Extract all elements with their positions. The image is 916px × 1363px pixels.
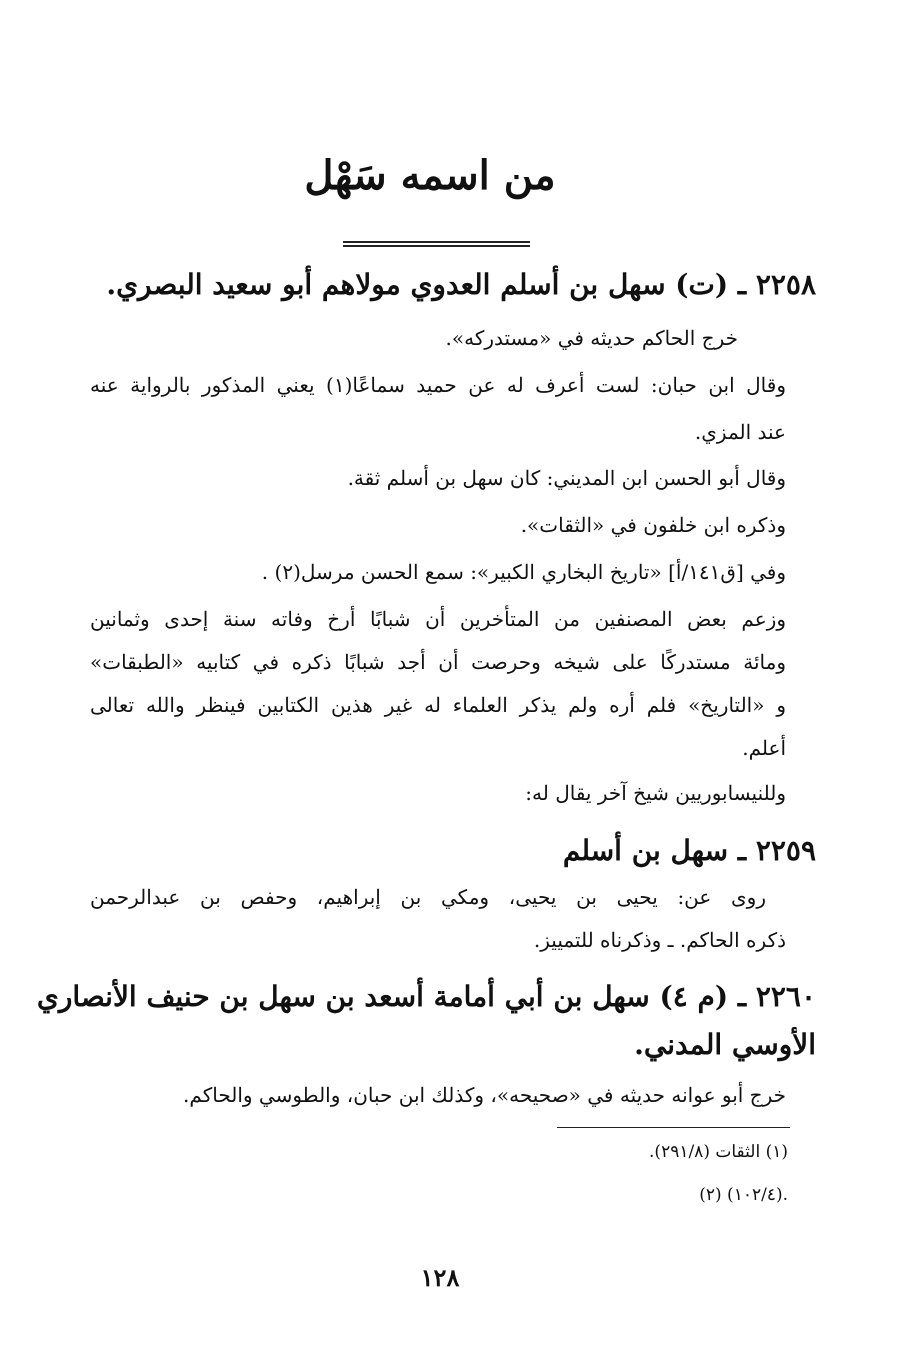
- entry-2259-line-1: [90, 885, 766, 909]
- entry-2258-line-2-text: وقال ابن حبان: لست أعرف له عن حميد سماعًا(١) يعني المذكور بالرواية عنه: [90, 373, 786, 397]
- title-underline: [343, 241, 530, 247]
- entry-heading-2260-line-2: الأوسي المدني.: [634, 1028, 816, 1061]
- entry-heading-2260-line-1: [36, 980, 816, 1013]
- entry-2258-line-3: عند المزي.: [694, 420, 786, 444]
- entry-2258-line-9: [90, 693, 786, 717]
- entry-2258-line-8-text: ومائة مستدركًا على شيخه وحرصت أن أجد شبابًا ذكره في كتابيه «الطبقات»: [90, 650, 786, 674]
- entry-2258-line-6: وفي [ق١٤١/أ] «تاريخ البخاري الكبير»: سمع الحسن مرسل(٢) .: [261, 560, 786, 584]
- entry-heading-2260-text-1: ٢٢٦٠ ـ (م ٤) سهل بن أبي أمامة أسعد بن سهل بن حنيف الأنصاري: [36, 980, 816, 1013]
- entry-2258-line-4: وقال أبو الحسن ابن المديني: كان سهل بن أسلم ثقة.: [347, 466, 786, 490]
- entry-2258-line-5: وذكره ابن خلفون في «الثقات».: [520, 513, 786, 537]
- page-number: ١٢٨: [420, 1263, 460, 1292]
- entry-2259-line-1-text: روى عن: يحيى بن يحيى، ومكي بن إبراهيم، وحفص بن عبدالرحمن: [90, 885, 766, 909]
- entry-2258-line-1: خرج الحاكم حديثه في «مستدركه».: [445, 326, 738, 350]
- entry-2258-line-7: [90, 607, 786, 631]
- section-title: من اسمه سَهْل: [304, 152, 556, 199]
- entry-2258-line-8: [90, 650, 786, 674]
- entry-2258-line-2: [90, 373, 786, 397]
- footnote-2: (٢) (١٠٢/٤).: [699, 1185, 788, 1205]
- entry-2258-line-9-text: و «التاريخ» فلم أره ولم يذكر العلماء له غير هذين الكتابين فينظر والله تعالى: [90, 693, 786, 717]
- footnote-1: (١) الثقات (٢٩١/٨).: [649, 1142, 788, 1162]
- entry-2258-line-7-text: وزعم بعض المصنفين من المتأخرين أن شبابًا أرخ وفاته سنة إحدى وثمانين: [90, 607, 786, 631]
- entry-heading-2259: ٢٢٥٩ ـ سهل بن أسلم: [562, 834, 816, 867]
- entry-2260-line-1: خرج أبو عوانه حديثه في «صحيحه»، وكذلك ابن حبان، والطوسي والحاكم.: [183, 1083, 786, 1107]
- entry-2259-line-2: ذكره الحاكم. ـ وذكرناه للتمييز.: [533, 928, 786, 952]
- entry-2258-line-11: وللنيسابوريين شيخ آخر يقال له:: [525, 781, 786, 805]
- entry-heading-2258: ٢٢٥٨ ـ (ت) سهل بن أسلم العدوي مولاهم أبو سعيد البصري.: [106, 268, 816, 301]
- entry-2258-line-10: أعلم.: [742, 736, 786, 760]
- footnote-separator: [557, 1127, 790, 1128]
